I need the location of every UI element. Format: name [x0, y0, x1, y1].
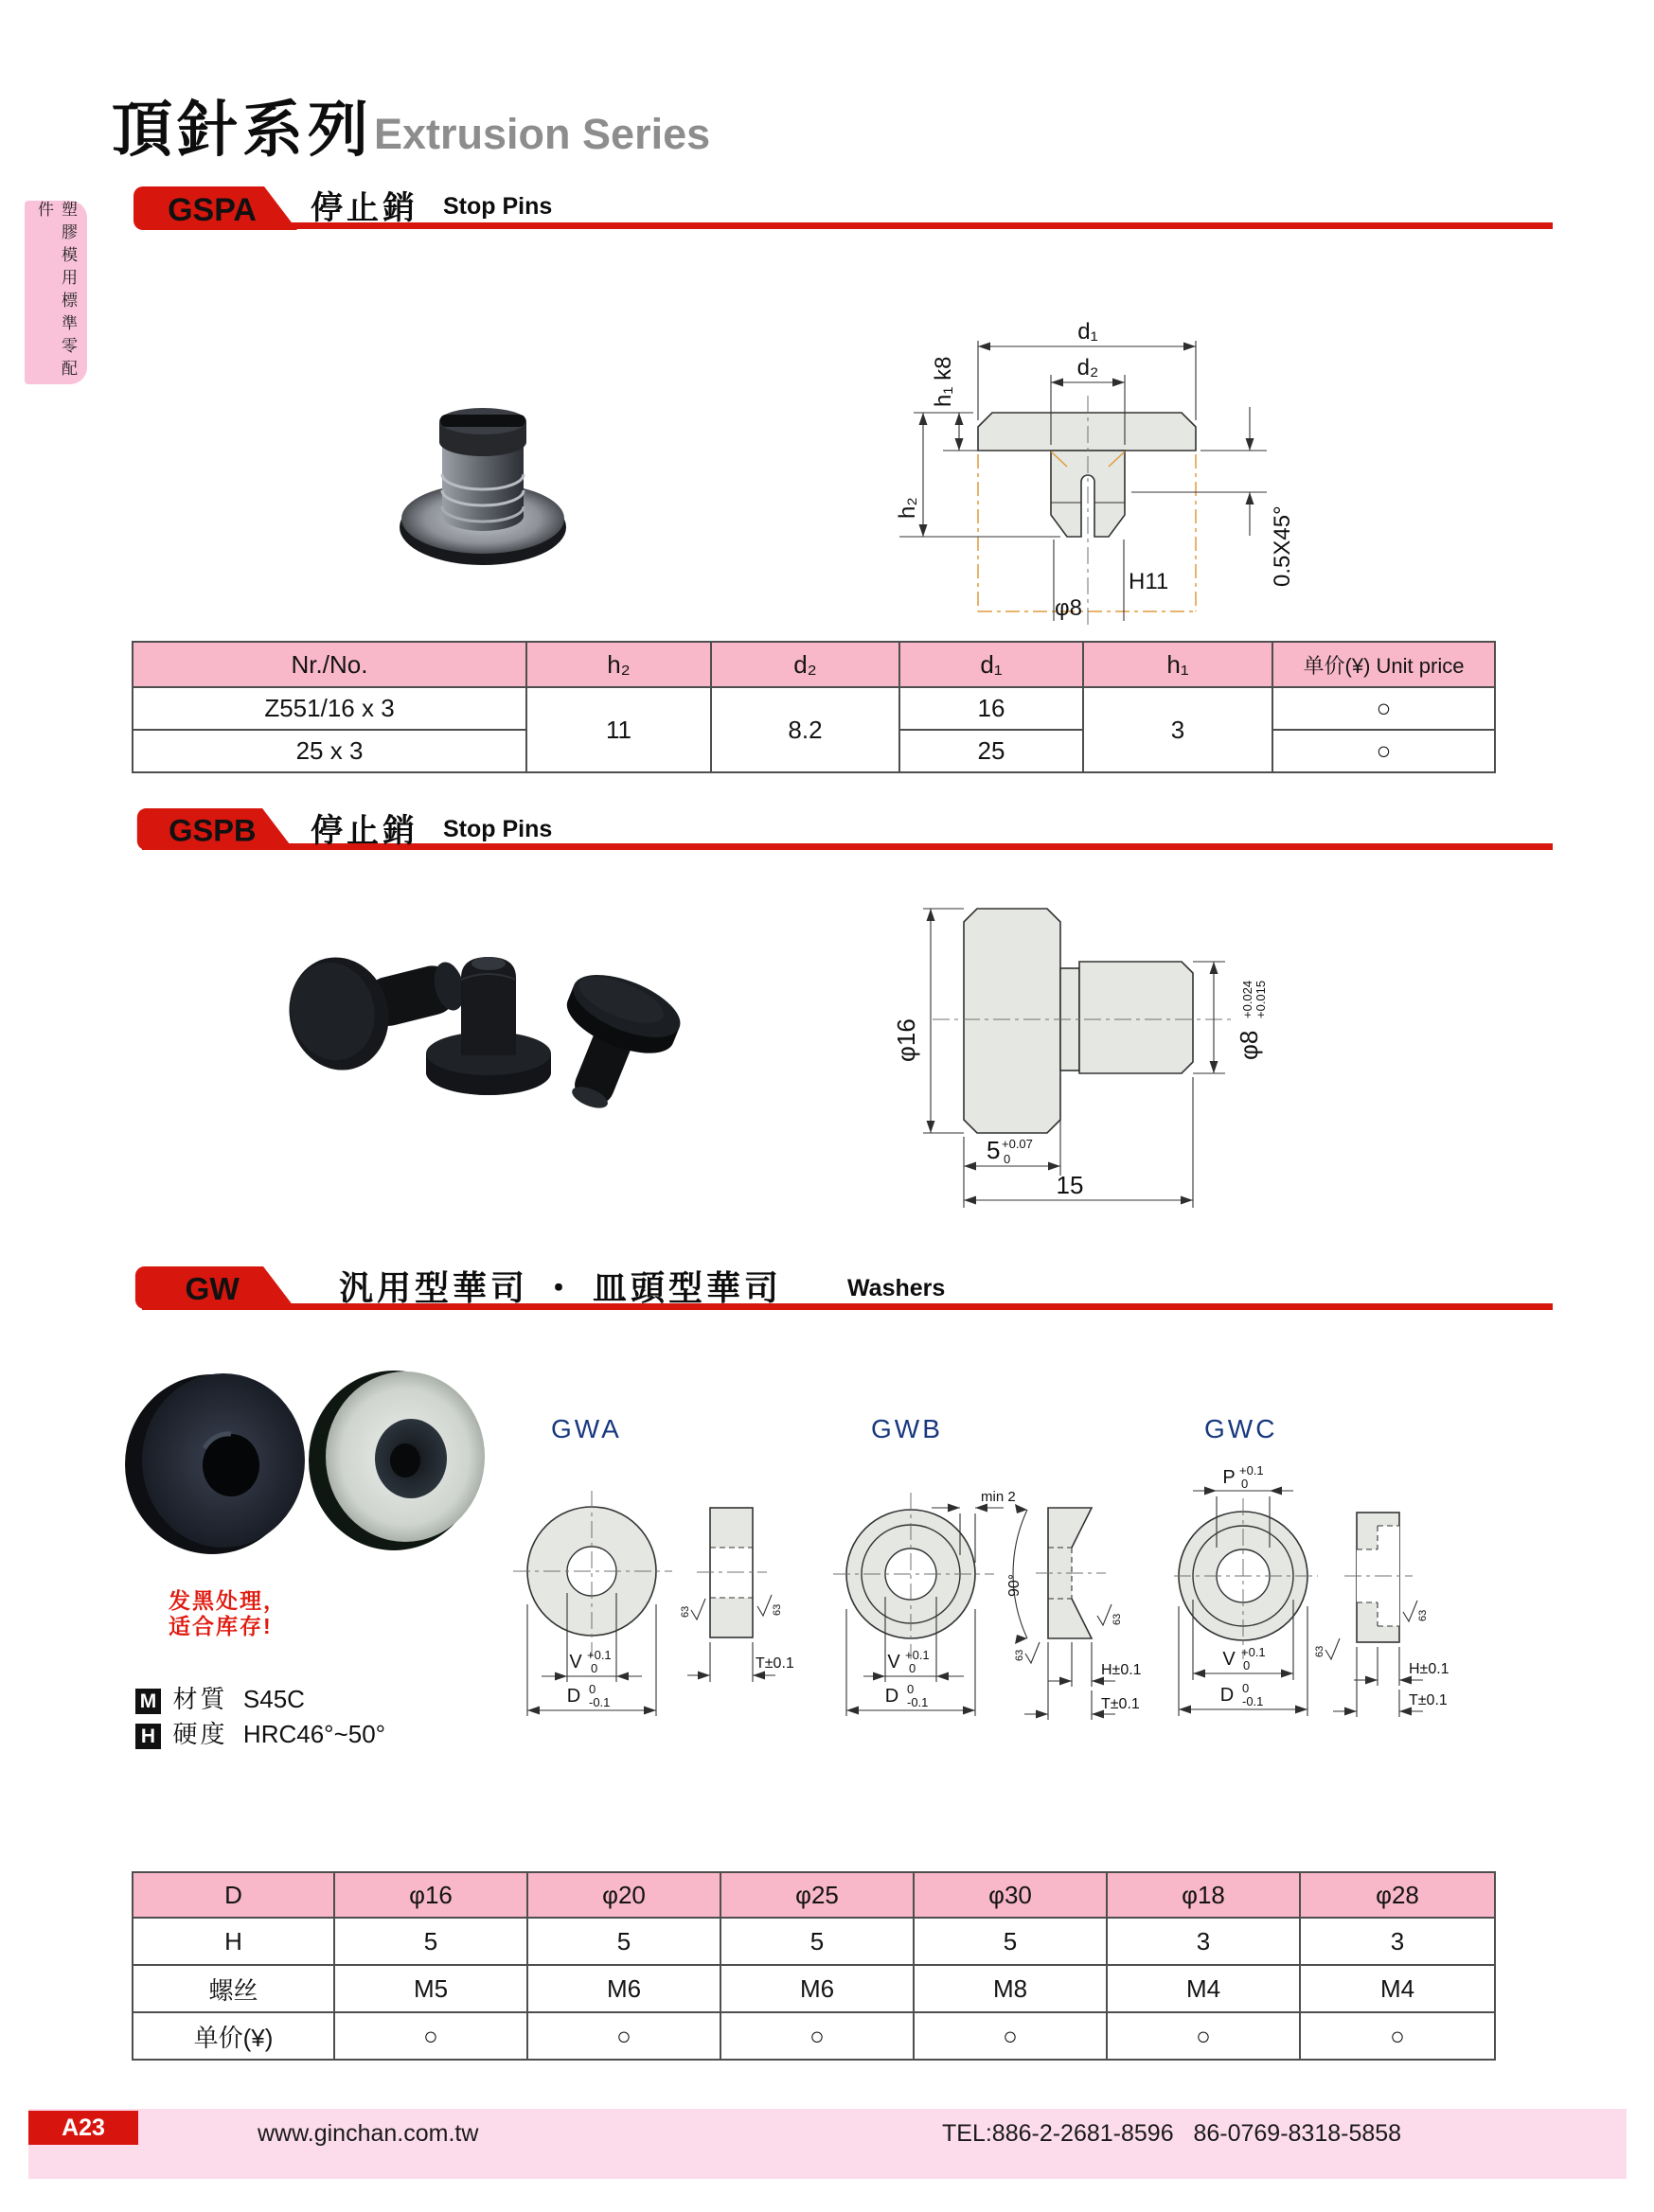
material-label: 材質: [172, 1685, 228, 1713]
gspa-table: [132, 641, 1496, 773]
gw-table: [132, 1871, 1496, 2061]
footer-website: www.ginchan.com.tw: [258, 2120, 479, 2147]
gwb-dim-d: D: [884, 1686, 899, 1707]
page-title: 頂針系列: [112, 96, 373, 164]
gw-note-line1: 发黑处理，: [169, 1588, 287, 1613]
gspa-col-price: 单价(¥) Unit price: [1272, 642, 1495, 687]
gw-col-phi16: φ16: [334, 1872, 527, 1918]
gspa-dim-h11: H11: [1129, 569, 1169, 594]
gw-h-4: 3: [1107, 1918, 1300, 1965]
gspa-section-title: 停止銷: [311, 190, 418, 226]
footer-page-badge: A23: [28, 2111, 138, 2145]
gspa-product-photo: [388, 383, 578, 573]
gspa-d2-value: 8.2: [711, 687, 899, 772]
gw-screw-1: M6: [527, 1965, 720, 2012]
gspa-badge-label: GSPA: [168, 192, 257, 228]
gwb-dim-v-sub: 0: [909, 1661, 916, 1675]
gspa-row1-no: Z551/16 x 3: [133, 687, 526, 730]
gw-col-phi20: φ20: [527, 1872, 720, 1918]
gspa-dim-d1: d₁: [1077, 319, 1098, 345]
gw-screw-5: M4: [1300, 1965, 1495, 2012]
gw-screw-2: M6: [720, 1965, 914, 2012]
gspa-row2-d1: 25: [899, 730, 1083, 772]
gw-badge-label: GW: [185, 1272, 240, 1308]
gw-col-phi28: φ28: [1300, 1872, 1495, 1918]
gw-h-1: 5: [527, 1918, 720, 1965]
gspa-col-h2: h₂: [526, 642, 711, 687]
hardness-badge: H: [135, 1724, 161, 1749]
gspb-dim-phi8-tol-lower: +0.015: [1254, 980, 1268, 1018]
gspa-dim-h1: h₁ k8: [931, 356, 956, 407]
gw-section-title-en: Washers: [847, 1275, 946, 1301]
gwb-drawing: [833, 1472, 1174, 1737]
gspa-col-d1: d₁: [899, 642, 1083, 687]
gspa-row1-price: ○: [1272, 687, 1495, 730]
gspb-product-photo: [256, 923, 691, 1112]
gwa-dim-d-sub: -0.1: [589, 1695, 611, 1709]
footer-tel: TEL:886-2-2681-8596 86-0769-8318-5858: [942, 2120, 1402, 2147]
gwa-drawing: [511, 1472, 833, 1737]
gspa-row1-d1: 16: [899, 687, 1083, 730]
gspa-row2-price: ○: [1272, 730, 1495, 772]
gspa-dim-d2: d₂: [1076, 355, 1099, 380]
gspb-dim-5-sup: +0.07: [1002, 1137, 1033, 1151]
gw-note-line2: 适合库存!: [169, 1614, 273, 1638]
gspb-section-title: 停止銷: [311, 813, 418, 849]
gwa-dim-v-sup: +0.1: [587, 1648, 612, 1662]
gwc-label: GWC: [1204, 1414, 1278, 1443]
gw-h-2: 5: [720, 1918, 914, 1965]
gw-price-3: ○: [914, 2012, 1107, 2060]
gwc-dim-p-sub: 0: [1241, 1477, 1249, 1491]
gwc-dim-d-sub: -0.1: [1242, 1694, 1264, 1708]
material-row: [135, 1680, 305, 1715]
gwb-finish-right: 63: [1112, 1613, 1123, 1625]
gspa-col-h1: h₁: [1083, 642, 1272, 687]
gspb-dim-phi8-tol-upper: +0.024: [1240, 980, 1254, 1018]
gw-col-phi25: φ25: [720, 1872, 914, 1918]
gwb-label: GWB: [871, 1414, 943, 1443]
material-value: S45C: [242, 1685, 305, 1713]
gw-price-2: ○: [720, 2012, 914, 2060]
gw-note: [169, 1588, 287, 1639]
gw-price-4: ○: [1107, 2012, 1300, 2060]
gwa-finish-right: 63: [772, 1603, 783, 1616]
gw-row-h-label: H: [133, 1918, 334, 1965]
gspa-technical-drawing: [880, 312, 1335, 644]
gwa-label: GWA: [551, 1414, 622, 1443]
gwa-dim-d: D: [566, 1686, 581, 1707]
material-badge: M: [135, 1689, 161, 1714]
gspa-col-no: Nr./No.: [133, 642, 526, 687]
side-tab-label: 塑膠模用標準零配件: [35, 201, 77, 382]
gwc-dim-p-sup: +0.1: [1239, 1463, 1264, 1478]
gwb-dim-v-sup: +0.1: [905, 1648, 930, 1662]
gwc-drawing: [1174, 1453, 1534, 1737]
gwa-dim-t: T±0.1: [756, 1655, 794, 1672]
gwc-finish-right: 63: [1417, 1609, 1429, 1621]
gspa-section-badge: [133, 186, 308, 231]
gw-price-0: ○: [334, 2012, 527, 2060]
gwa-dim-v-sub: 0: [591, 1661, 598, 1675]
gwc-finish-left: 63: [1314, 1645, 1325, 1657]
gwc-dim-h: H±0.1: [1409, 1661, 1449, 1677]
gwa-dim-d-sup: 0: [589, 1682, 596, 1696]
gw-h-5: 3: [1300, 1918, 1495, 1965]
gw-price-5: ○: [1300, 2012, 1495, 2060]
gwc-dim-v: V: [1222, 1649, 1236, 1670]
gwc-dim-v-sub: 0: [1243, 1658, 1251, 1672]
gwa-dim-v: V: [569, 1652, 582, 1672]
gspa-h2-value: 11: [526, 687, 711, 772]
gw-price-1: ○: [527, 2012, 720, 2060]
gspa-dim-phi8: φ8: [1055, 595, 1082, 621]
hardness-value: HRC46°~50°: [242, 1720, 386, 1748]
gwb-dim-h: H±0.1: [1101, 1662, 1142, 1678]
gwc-dim-v-sup: +0.1: [1241, 1645, 1266, 1659]
gw-col-d: D: [133, 1872, 334, 1918]
gwb-dim-angle: 90°: [1006, 1573, 1023, 1597]
gspb-dim-5: 5: [987, 1136, 1001, 1164]
gwc-dim-p: P: [1222, 1467, 1236, 1488]
gspa-dim-chamfer: 0.5X45°: [1270, 505, 1295, 587]
gspa-section-title-en: Stop Pins: [443, 193, 553, 220]
gwb-dim-min2: min 2: [981, 1489, 1016, 1505]
hardness-row: [135, 1715, 385, 1750]
gwb-dim-d-sup: 0: [907, 1682, 915, 1696]
gspb-section-title-en: Stop Pins: [443, 816, 553, 842]
gw-row-price-label: 单价(¥): [133, 2012, 334, 2060]
gspa-h1-value: 3: [1083, 687, 1272, 772]
gwb-dim-t: T±0.1: [1101, 1696, 1140, 1712]
gw-col-phi30: φ30: [914, 1872, 1107, 1918]
gspa-row2-no: 25 x 3: [133, 730, 526, 772]
gw-row-screw-label: 螺丝: [133, 1965, 334, 2012]
gwc-dim-d: D: [1219, 1685, 1235, 1706]
gw-product-photo: [114, 1354, 492, 1576]
gspa-dim-h2: h₂: [895, 497, 920, 519]
gspb-section-badge: [133, 807, 308, 851]
gspb-dim-15: 15: [1056, 1171, 1084, 1199]
gspa-col-d2: d₂: [711, 642, 899, 687]
gspb-dim-phi8: φ8: [1235, 1030, 1263, 1060]
hardness-label: 硬度: [172, 1720, 228, 1748]
gwc-dim-t: T±0.1: [1409, 1692, 1448, 1708]
gw-screw-3: M8: [914, 1965, 1107, 2012]
gw-h-3: 5: [914, 1918, 1107, 1965]
gspb-badge-label: GSPB: [169, 813, 257, 848]
gw-screw-0: M5: [334, 1965, 527, 2012]
gspb-dim-phi16: φ16: [892, 1018, 920, 1062]
side-tab: [25, 201, 87, 384]
gw-screw-4: M4: [1107, 1965, 1300, 2012]
gw-h-0: 5: [334, 1918, 527, 1965]
gwb-dim-d-sub: -0.1: [907, 1695, 929, 1709]
gw-section-title: 汎用型華司 ・ 皿頭型華司: [339, 1268, 783, 1307]
gw-col-phi18: φ18: [1107, 1872, 1300, 1918]
gspb-technical-drawing: [880, 880, 1325, 1212]
gw-section-badge: [133, 1265, 308, 1310]
page-title-en: Extrusion Series: [374, 110, 711, 158]
gwa-finish-left: 63: [680, 1605, 691, 1618]
gwb-finish-left: 63: [1014, 1649, 1025, 1661]
gwb-dim-v: V: [887, 1652, 900, 1672]
gwc-dim-d-sup: 0: [1242, 1681, 1250, 1695]
gspb-dim-5-sub: 0: [1004, 1152, 1011, 1166]
